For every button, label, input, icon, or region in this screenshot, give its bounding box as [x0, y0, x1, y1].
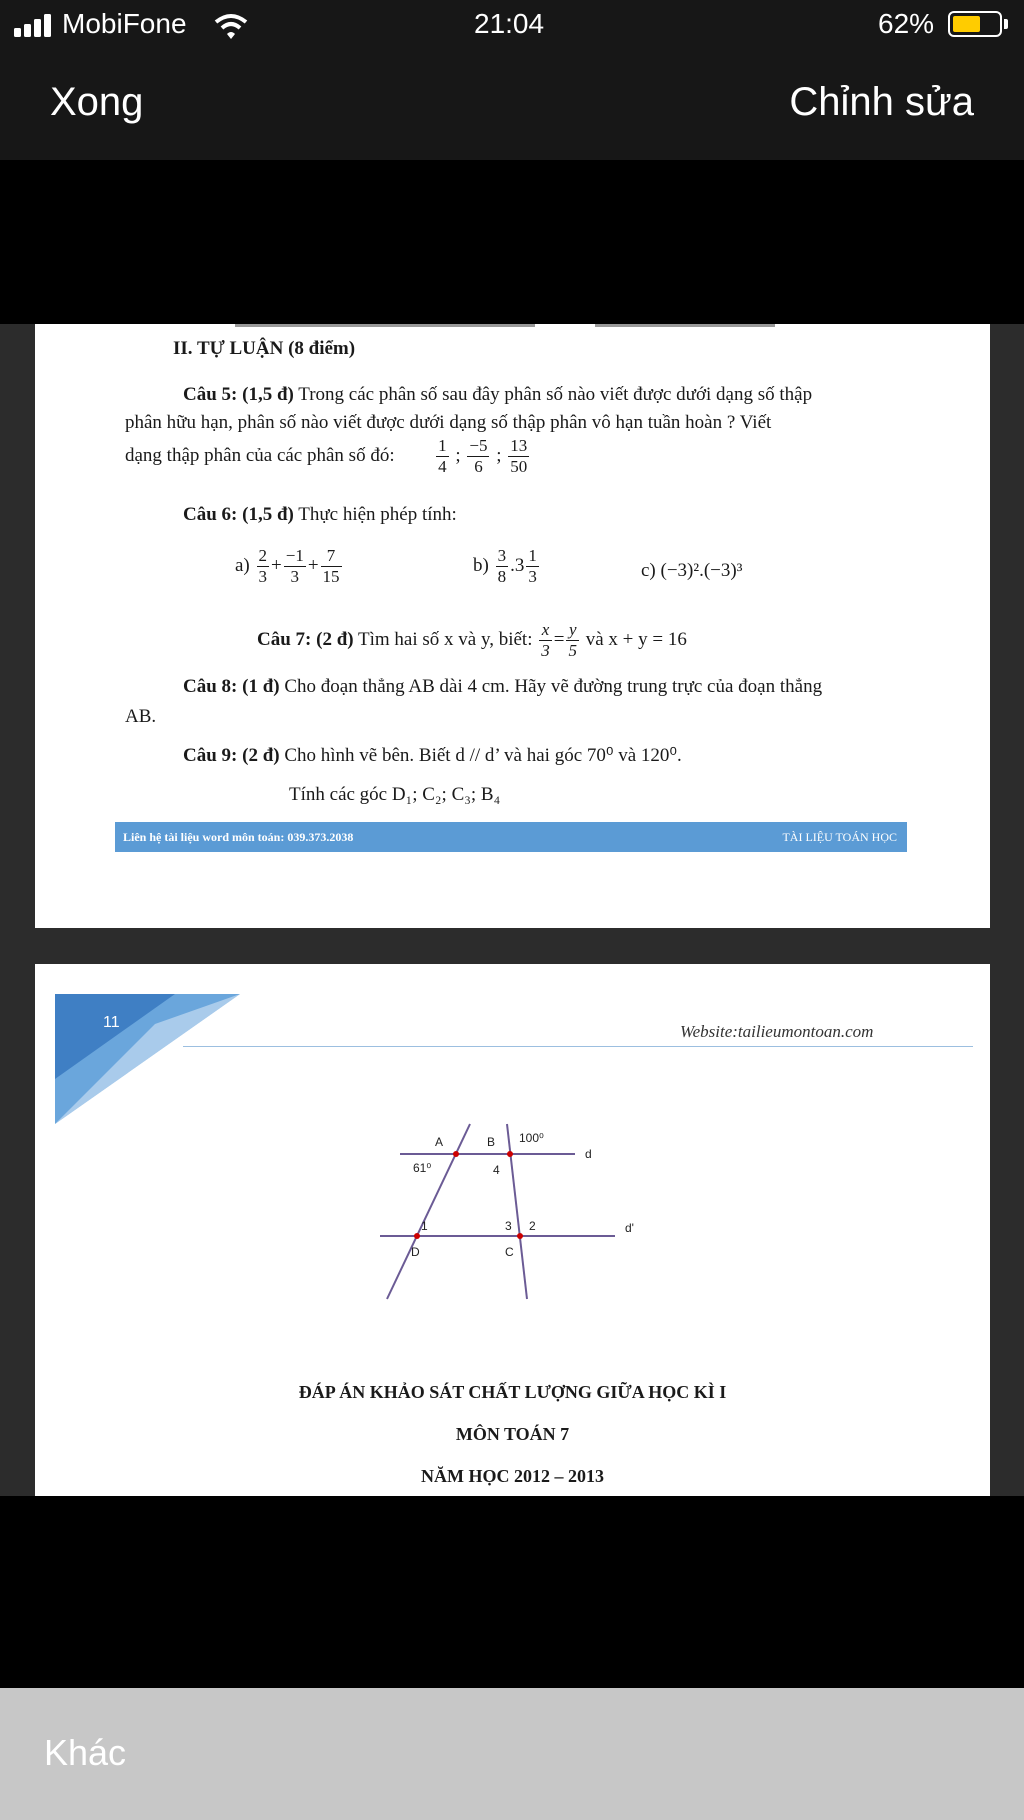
question-7-line	[257, 620, 687, 660]
transversal-BC	[507, 1124, 527, 1299]
question-7-label: Câu 7: (2 đ)	[257, 629, 354, 651]
question-5-line-1	[183, 384, 812, 406]
separator: ;	[455, 445, 461, 467]
fraction-y-5: $\frac{y}{5}$	[568, 620, 577, 660]
battery-percent: 62%	[878, 8, 935, 39]
fraction: $\frac{1}{3}$	[528, 546, 537, 586]
point-B	[507, 1151, 513, 1157]
signal-icon	[14, 14, 54, 38]
question-5-line-3	[125, 436, 531, 476]
document-page-1	[35, 324, 990, 928]
wifi-icon	[214, 12, 248, 40]
label-B: B	[487, 1135, 496, 1149]
question-5-text: Trong các phân số sau đây phân số nào viết được dưới dạng số thập	[293, 384, 813, 405]
fraction: $\frac{2}{3}$	[258, 546, 268, 586]
question-9-line	[183, 744, 682, 767]
geometry-figure	[375, 1114, 695, 1304]
label-A: A	[435, 1135, 444, 1149]
done-button[interactable]: Xong	[50, 80, 144, 124]
angle-1: 1	[421, 1219, 428, 1233]
fraction-x-3: $\frac{x}{3}$	[541, 620, 550, 660]
bottom-toolbar	[0, 1688, 1024, 1820]
page-corner-decoration	[35, 964, 275, 1134]
label-D: D	[411, 1245, 420, 1259]
document-viewer[interactable]	[0, 324, 1024, 1496]
mixed-number-whole: .3	[510, 555, 525, 577]
status-time: 21:04	[474, 8, 545, 39]
label-d: d	[585, 1147, 592, 1161]
fraction-13-50: $\frac{13}{50}$	[510, 436, 528, 476]
question-7-text: Tìm hai số x và y, biết:	[353, 629, 533, 651]
question-9-text: Cho hình vẽ bên. Biết d // d’ và hai góc 70⁰ và 120⁰.	[279, 745, 682, 766]
edit-button[interactable]: Chỉnh sửa	[789, 80, 974, 124]
question-8-line-2: AB.	[125, 706, 157, 727]
more-button[interactable]: Khác	[44, 1732, 127, 1773]
label-d-prime: d'	[625, 1221, 634, 1235]
question-5-line-2: phân hữu hạn, phân số nào viết được dưới dạng số thập phân vô hạn tuần hoàn ? Viết	[125, 412, 772, 433]
fraction: $\frac{-1}{3}$	[285, 546, 304, 586]
point-A	[453, 1151, 459, 1157]
section-title: II. TỰ LUẬN (8 điểm)	[173, 338, 356, 359]
fraction-1-4: $\frac{1}{4}$	[438, 436, 447, 476]
cut-off-line-right	[595, 324, 775, 327]
footer-bar	[115, 822, 907, 852]
website-label: Website:tailieumontoan.com	[680, 1022, 874, 1041]
header-rule	[183, 1046, 973, 1047]
question-9-subtask: Tính các góc D₁; C₂; C₃; B₄	[289, 784, 501, 805]
question-6b	[473, 546, 541, 586]
point-D	[414, 1233, 420, 1239]
question-6-line	[183, 504, 457, 526]
plus-sign: +	[307, 555, 319, 577]
status-bar	[0, 0, 1024, 52]
question-6a	[235, 546, 344, 586]
equals-sign: =	[553, 629, 565, 651]
nav-bar	[0, 52, 1024, 160]
question-8-text: Cho đoạn thẳng AB dài 4 cm. Hãy vẽ đường trung trực của đoạn thẳng	[279, 676, 823, 697]
question-6c-label: c)	[641, 560, 656, 581]
angle-3: 3	[505, 1219, 512, 1233]
answer-subject: MÔN TOÁN 7	[455, 1424, 570, 1444]
battery-icon	[948, 11, 1002, 37]
question-6a-label: a)	[235, 555, 250, 577]
question-6c	[641, 560, 742, 582]
question-6b-label: b)	[473, 555, 489, 577]
page-number: 11	[103, 1014, 120, 1031]
angle-4: 4	[493, 1163, 500, 1177]
footer-brand: TÀI LIỆU TOÁN HỌC	[782, 830, 897, 844]
label-C: C	[505, 1245, 514, 1259]
question-5-prompt: dạng thập phân của các phân số đó:	[125, 445, 395, 467]
question-5-label: Câu 5: (1,5 đ)	[183, 384, 294, 405]
angle-A: 61⁰	[413, 1161, 432, 1175]
separator: ;	[496, 445, 502, 467]
document-page-2	[35, 964, 990, 1496]
fraction-neg5-6: $\frac{-5}{6}$	[469, 436, 488, 476]
point-C	[517, 1233, 523, 1239]
question-9-label: Câu 9: (2 đ)	[183, 745, 280, 766]
angle-B: 100⁰	[519, 1131, 544, 1145]
battery-tip	[1004, 19, 1008, 29]
transversal-AD	[387, 1124, 470, 1299]
question-6c-expression: (−3)².(−3)³	[660, 560, 743, 581]
fraction: $\frac{3}{8}$	[497, 546, 507, 586]
question-7-tail: và x + y = 16	[585, 629, 687, 651]
carrier-name: MobiFone	[62, 8, 187, 39]
cut-off-line-left	[235, 324, 535, 327]
footer-contact: Liên hệ tài liệu word môn toán: 039.373.2038	[123, 830, 354, 844]
question-8-label: Câu 8: (1 đ)	[183, 676, 280, 697]
answer-year: NĂM HỌC 2012 – 2013	[421, 1466, 604, 1486]
question-8-line-1	[183, 676, 822, 698]
plus-sign: +	[271, 555, 282, 577]
fraction: $\frac{7}{15}$	[322, 546, 340, 586]
answer-title: ĐÁP ÁN KHẢO SÁT CHẤT LƯỢNG GIỮA HỌC KÌ I	[298, 1382, 727, 1402]
angle-2: 2	[529, 1219, 536, 1233]
question-6-text: Thực hiện phép tính:	[293, 504, 457, 525]
question-6-label: Câu 6: (1,5 đ)	[183, 504, 294, 525]
